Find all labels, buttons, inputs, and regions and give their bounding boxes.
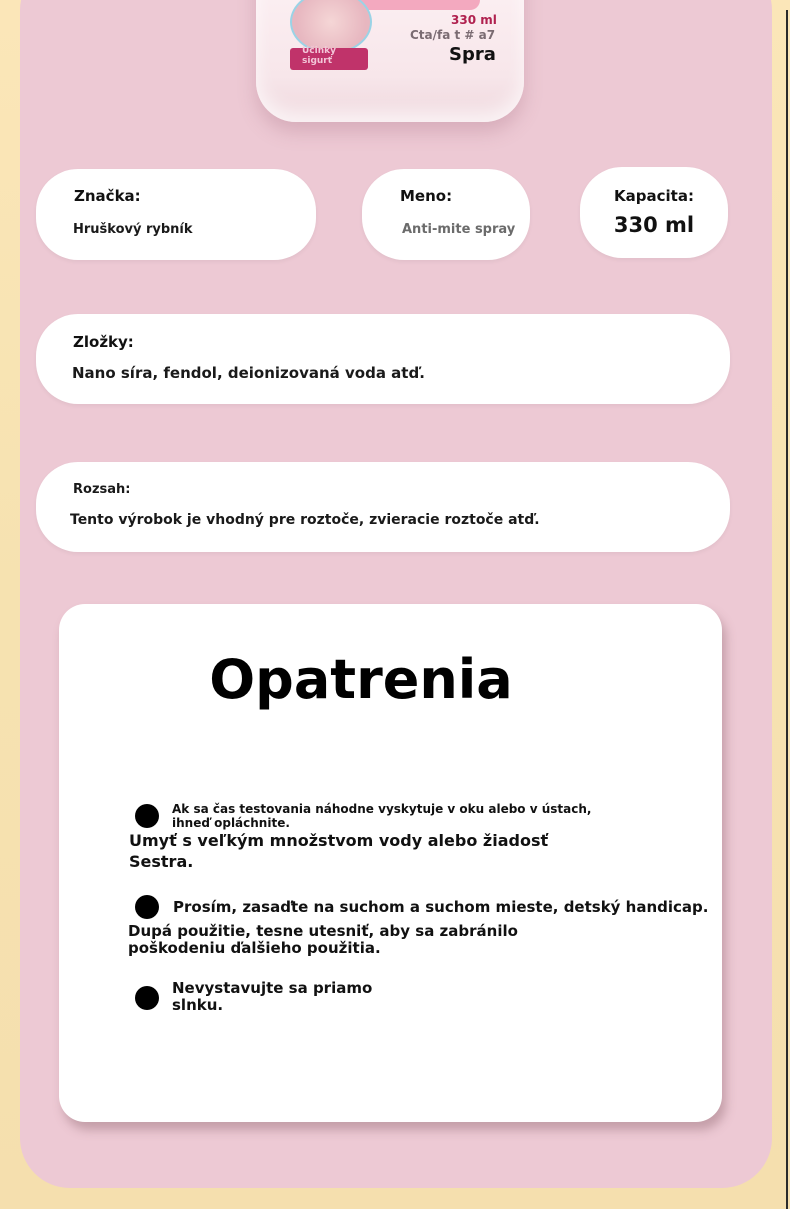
precaution-3-line2: slnku. — [172, 996, 224, 1014]
capacity-label: Kapacita: — [614, 187, 694, 205]
name-value: Anti-mite spray — [402, 222, 516, 237]
bullet-icon — [135, 986, 159, 1010]
brand-card — [36, 169, 316, 260]
bottle-code: Cta/fa t # a7 — [410, 28, 496, 42]
bottle-ribbon-text: Učinky sigurť — [302, 46, 336, 66]
ingredients-value: Nano síra, fendol, deionizovaná voda atď. — [72, 364, 425, 382]
precaution-3-line1: Nevystavujte sa priamo — [172, 979, 373, 997]
precaution-2-line2: Dupá použitie, tesne utesniť, aby sa zabránilo — [128, 922, 518, 940]
bullet-icon — [135, 804, 159, 828]
name-label: Meno: — [400, 187, 453, 205]
precaution-1-small: Ak sa čas testovania náhodne vyskytuje v oku alebo v ústach, ihneď opláchnite. — [172, 802, 592, 830]
precaution-1-line3: Sestra. — [129, 852, 194, 871]
bottle-volume: 330 ml — [451, 13, 497, 27]
brand-value: Hruškový rybník — [73, 222, 193, 237]
name-card — [362, 169, 530, 260]
ingredients-card — [36, 314, 730, 404]
scope-label: Rozsah: — [73, 482, 131, 497]
brand-label: Značka: — [74, 187, 141, 205]
precaution-2-line1: Prosím, zasaďte na suchom a suchom mieste, detský handicap. — [173, 898, 709, 916]
edge-divider — [786, 10, 788, 1209]
bottle-name: Spra — [449, 44, 496, 65]
ingredients-label: Zložky: — [73, 333, 134, 351]
bullet-icon — [135, 895, 159, 919]
precautions-card — [59, 604, 722, 1122]
capacity-value: 330 ml — [613, 213, 695, 237]
scope-card — [36, 462, 730, 552]
precaution-1-line2: Umyť s veľkým množstvom vody alebo žiadosť — [129, 831, 549, 850]
scope-value: Tento výrobok je vhodný pre roztoče, zvieracie roztoče atď. — [70, 512, 540, 528]
precautions-title: Opatrenia — [209, 648, 513, 711]
precaution-2-line3: poškodeniu ďalšieho použitia. — [128, 939, 381, 957]
capacity-card — [580, 167, 728, 258]
